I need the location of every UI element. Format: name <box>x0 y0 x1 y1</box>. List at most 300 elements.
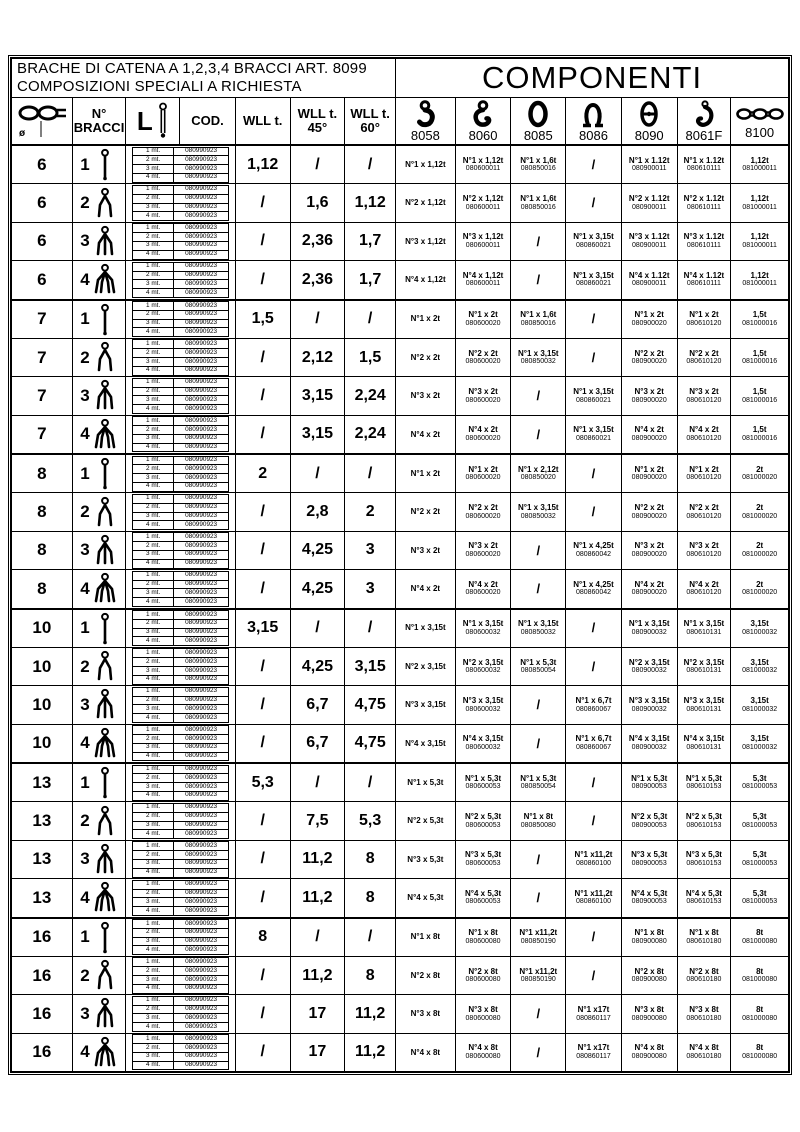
length-row <box>133 302 229 311</box>
length-row <box>133 880 229 889</box>
component-qty: N°1 x 8t <box>523 812 553 822</box>
component-cod: 081000020 <box>742 474 778 482</box>
component-8058-cell <box>396 802 456 839</box>
component-8086-cell <box>566 377 622 414</box>
component-cod: 080900032 <box>631 667 667 675</box>
bracci-cell <box>73 725 127 762</box>
length-value: 4 mt. <box>133 559 174 568</box>
wll45-value: 4,25 <box>291 532 346 569</box>
component-8058-cell <box>396 261 456 298</box>
component-qty: N°1 x 8t <box>634 928 664 938</box>
table-row <box>12 686 788 724</box>
length-value: 1 mt. <box>133 533 174 542</box>
cod-value: 080990923 <box>174 443 229 452</box>
component-8058-header: 8058 <box>396 98 456 144</box>
cod-value: 080990923 <box>174 1035 229 1044</box>
chain-sling-table <box>10 57 790 1073</box>
component-qty: 3,15t <box>750 619 769 629</box>
length-row <box>133 735 229 744</box>
component-cod: 080900020 <box>631 474 667 482</box>
length-row <box>133 598 229 607</box>
length-row <box>133 203 229 212</box>
wll-value: 3,15 <box>236 610 291 647</box>
component-8085-cell <box>511 455 566 492</box>
component-qty: N°3 x 5,3t <box>685 850 722 860</box>
length-value: 2 mt. <box>133 156 174 165</box>
length-cod-table <box>132 610 229 646</box>
diameter-value: 13 <box>12 802 73 839</box>
length-cod-table <box>132 147 229 183</box>
length-row <box>133 967 229 976</box>
length-row <box>133 958 229 967</box>
component-8060-cell <box>456 261 512 298</box>
component-cod: 080900032 <box>631 628 667 636</box>
component-cod: 080600032 <box>465 667 501 675</box>
wll-value: / <box>236 995 291 1032</box>
wll45-value: 3,15 <box>291 416 346 453</box>
length-row <box>133 589 229 598</box>
cod-value: 080990923 <box>174 880 229 889</box>
cod-value: 080990923 <box>174 649 229 658</box>
cod-value: 080990923 <box>174 946 229 955</box>
diameter-value: 7 <box>12 416 73 453</box>
wll-value: / <box>236 879 291 916</box>
cod-value: 080990923 <box>174 156 229 165</box>
bracci-count: 2 <box>80 347 90 367</box>
component-8060-cell <box>456 223 512 260</box>
wll-value: / <box>236 686 291 723</box>
component-qty: N°1 x 3,15t <box>573 425 614 435</box>
component-qty: N°1 x 1,6t <box>520 310 557 320</box>
component-cod: 080860021 <box>575 434 612 442</box>
length-row <box>133 765 229 774</box>
diameter-value: 16 <box>12 919 73 956</box>
cod-value: 080990923 <box>174 1014 229 1023</box>
component-8060-cell <box>456 493 512 530</box>
component-cod: 080900020 <box>631 434 667 442</box>
length-cod-cell <box>126 648 235 685</box>
component-8058-cell <box>396 879 456 916</box>
component-cod: 080610153 <box>686 821 722 829</box>
cod-value: 080990923 <box>174 791 229 800</box>
sling-icon-1-leg <box>92 303 118 336</box>
bracci-count: 4 <box>80 424 90 444</box>
length-row <box>133 868 229 877</box>
eye-hook-icon <box>412 100 438 128</box>
component-qty: N°1 x 1.12t <box>628 155 670 165</box>
component-cod: 080610180 <box>686 937 722 945</box>
component-qty: N°1 x 3,15t <box>518 619 559 629</box>
table-row <box>12 725 788 763</box>
wll60-value: 2 <box>345 493 396 530</box>
length-row <box>133 812 229 821</box>
component-qty: N°3 x 2t <box>689 386 719 396</box>
length-row <box>133 443 229 452</box>
component-qty: N°2 x 8t <box>634 966 664 976</box>
sling-icon-3-leg <box>92 379 118 412</box>
table-row <box>12 609 788 648</box>
length-row <box>133 821 229 830</box>
length-cod-table <box>132 880 229 916</box>
length-row <box>133 937 229 946</box>
component-qty: N°3 x 2t <box>634 386 664 396</box>
length-value: 2 mt. <box>133 812 174 821</box>
length-cod-cell <box>126 261 235 298</box>
wll45-value: 2,36 <box>291 261 346 298</box>
length-value: 3 mt. <box>133 937 174 946</box>
length-value: 1 mt. <box>133 417 174 426</box>
component-qty: 1,12t <box>750 155 769 165</box>
cod-value: 080990923 <box>174 173 229 182</box>
component-cod: 080600053 <box>465 783 501 791</box>
component-qty: N°1 x 2,12t <box>518 464 559 474</box>
length-row <box>133 791 229 800</box>
cod-value: 080990923 <box>174 262 229 271</box>
component-8090-cell <box>622 570 678 607</box>
componenti-header: COMPONENTI <box>481 60 703 95</box>
component-qty: N°4 x 2t <box>634 425 664 435</box>
component-8100-cell <box>731 764 788 801</box>
component-8058-cell <box>396 570 456 607</box>
component-8061F-cell <box>678 377 732 414</box>
diameter-symbol: ø <box>19 128 26 139</box>
wll60-column-header: WLL t. 60° <box>345 98 396 144</box>
length-row <box>133 687 229 696</box>
length-cod-table <box>132 1034 229 1070</box>
component-cod: 080600020 <box>465 512 501 520</box>
component-8086-cell <box>566 223 622 260</box>
component-qty: 2t <box>756 464 764 474</box>
cod-value: 080990923 <box>174 1061 229 1070</box>
diameter-value: 10 <box>12 686 73 723</box>
component-8090-cell <box>622 610 678 647</box>
component-qty: N°2 x 8t <box>410 970 441 980</box>
component-8085-cell: / <box>511 416 566 453</box>
component-qty: N°2 x 8t <box>689 966 719 976</box>
component-8085-cell <box>511 919 566 956</box>
length-value: 4 mt. <box>133 984 174 993</box>
component-8061F-cell <box>678 532 732 569</box>
component-8061F-cell <box>678 610 732 647</box>
component-8086-cell: / <box>566 957 622 994</box>
length-row <box>133 830 229 839</box>
table-body <box>12 146 788 1071</box>
component-qty: N°4 x 8t <box>634 1043 664 1053</box>
wll60-value: 11,2 <box>345 1034 396 1071</box>
cod-value: 080990923 <box>174 898 229 907</box>
cod-value: 080990923 <box>174 774 229 783</box>
length-cod-cell <box>126 725 235 762</box>
component-qty: N°3 x 5,3t <box>407 854 444 864</box>
bracci-cell <box>73 146 127 183</box>
component-qty: N°2 x 1.12t <box>628 194 670 204</box>
wll-value: / <box>236 1034 291 1071</box>
wll60-value: 8 <box>345 957 396 994</box>
sling-icon-1-leg <box>92 766 118 799</box>
length-value: 2 mt. <box>133 271 174 280</box>
component-qty: N°4 x 2t <box>468 425 498 435</box>
component-cod: 081000032 <box>742 743 778 751</box>
diameter-value: 8 <box>12 570 73 607</box>
component-cod: 080600053 <box>465 821 501 829</box>
wll45-value: / <box>291 610 346 647</box>
component-8060-cell <box>456 995 512 1032</box>
cod-value: 080990923 <box>174 426 229 435</box>
component-8100-cell <box>731 184 788 221</box>
wll60-value: 3 <box>345 570 396 607</box>
table-row <box>12 879 788 917</box>
cod-value: 080990923 <box>174 830 229 839</box>
component-8060-cell <box>456 764 512 801</box>
length-value: 1 mt. <box>133 765 174 774</box>
length-row <box>133 889 229 898</box>
sling-icon-3-leg <box>92 843 118 876</box>
cod-value: 080990923 <box>174 340 229 349</box>
component-qty: N°4 x 1,12t <box>462 270 504 280</box>
length-value: 3 mt. <box>133 898 174 907</box>
sling-icon-2-leg <box>92 650 118 683</box>
length-value: 2 mt. <box>133 735 174 744</box>
length-cod-table <box>132 687 229 723</box>
component-qty: N°4 x 3,15t <box>462 734 504 744</box>
bracci-cell <box>73 455 127 492</box>
bracci-count: 3 <box>80 385 90 405</box>
length-row <box>133 842 229 851</box>
cod-value: 080990923 <box>174 533 229 542</box>
component-8061F-cell <box>678 339 732 376</box>
component-8058-cell <box>396 455 456 492</box>
component-8090-cell <box>622 455 678 492</box>
length-row <box>133 898 229 907</box>
component-qty: N°3 x 3,15t <box>405 700 446 710</box>
component-8090-cell <box>622 841 678 878</box>
cod-value: 080990923 <box>174 842 229 851</box>
component-qty: N°3 x 1.12t <box>683 232 725 242</box>
cod-value: 080990923 <box>174 474 229 483</box>
component-cod: 080610153 <box>686 860 722 868</box>
component-qty: N°1 x 2t <box>410 314 441 324</box>
component-8085-cell: / <box>511 570 566 607</box>
component-qty: N°2 x 2t <box>689 348 719 358</box>
cod-column-header: COD. <box>180 98 236 144</box>
component-cod: 080900053 <box>631 783 667 791</box>
component-qty: 1,12t <box>750 194 769 204</box>
table-row <box>12 300 788 339</box>
table-row <box>12 532 788 570</box>
length-value: 2 mt. <box>133 1044 174 1053</box>
oval-link-icon <box>525 100 551 128</box>
component-8086-cell: / <box>566 339 622 376</box>
component-8061F-cell <box>678 957 732 994</box>
length-cod-table <box>132 262 229 298</box>
bracci-cell <box>73 377 127 414</box>
component-8086-cell: / <box>566 455 622 492</box>
table-row <box>12 146 788 184</box>
component-qty: N°1 x 6,7t <box>575 695 612 705</box>
wll45-value: 4,25 <box>291 648 346 685</box>
component-qty: N°1 x 1,12t <box>462 155 504 165</box>
component-8058-cell <box>396 686 456 723</box>
component-qty: N°1 x 5,3t <box>407 777 444 787</box>
length-row <box>133 503 229 512</box>
component-8061F-cell <box>678 725 732 762</box>
diameter-value: 16 <box>12 957 73 994</box>
component-8085-cell: / <box>511 841 566 878</box>
component-cod: 080850190 <box>520 937 556 945</box>
length-value: 1 mt. <box>133 880 174 889</box>
wll45-value: 4,25 <box>291 570 346 607</box>
cod-value: 080990923 <box>174 396 229 405</box>
length-row <box>133 946 229 955</box>
bracci-count: 1 <box>80 154 90 174</box>
component-qty: N°1 x 5,3t <box>631 773 668 783</box>
component-qty: N°3 x 5,3t <box>465 850 502 860</box>
length-cod-cell <box>126 764 235 801</box>
component-8100-cell <box>731 339 788 376</box>
component-8100-cell <box>731 648 788 685</box>
component-qty: N°1 x 1,6t <box>520 155 557 165</box>
component-cod: 080610120 <box>686 434 722 442</box>
component-cod: 080860067 <box>575 743 612 751</box>
wll60-value: 2,24 <box>345 377 396 414</box>
length-value: 1 mt. <box>133 687 174 696</box>
bracci-cell <box>73 532 127 569</box>
component-qty: N°1 x 3,15t <box>462 619 504 629</box>
length-cod-table <box>132 456 229 492</box>
length-cod-cell <box>126 493 235 530</box>
sling-icon-4-leg <box>92 263 118 296</box>
component-8086-cell <box>566 416 622 453</box>
component-8085-cell <box>511 493 566 530</box>
cod-value: 080990923 <box>174 765 229 774</box>
bracci-count: 4 <box>80 578 90 598</box>
wll45-value: 11,2 <box>291 957 346 994</box>
component-qty: N°4 x 5,3t <box>407 893 444 903</box>
component-qty: N°1 x11,2t <box>574 888 613 898</box>
component-cod: 080600020 <box>465 589 501 597</box>
component-qty: 2t <box>756 503 764 513</box>
diameter-value: 8 <box>12 532 73 569</box>
component-8090-cell <box>622 802 678 839</box>
bracci-count: 1 <box>80 927 90 947</box>
component-cod: 080850032 <box>520 512 556 520</box>
component-qty: N°3 x 1.12t <box>628 232 670 242</box>
length-row <box>133 512 229 521</box>
component-qty: N°4 x 2t <box>410 429 441 439</box>
component-cod: 080600080 <box>465 976 501 984</box>
sling-icon-2-leg <box>92 187 118 220</box>
component-8086-cell: / <box>566 648 622 685</box>
length-value: 3 mt. <box>133 474 174 483</box>
component-8085-cell: / <box>511 532 566 569</box>
component-cod: 080900020 <box>631 358 667 366</box>
component-qty: 5,3t <box>752 773 767 783</box>
length-value: 1 mt. <box>133 803 174 812</box>
component-cod: 081000020 <box>742 551 778 559</box>
cod-value: 080990923 <box>174 456 229 465</box>
cod-value: 080990923 <box>174 687 229 696</box>
bracci-count: 4 <box>80 887 90 907</box>
length-value: 1 mt. <box>133 302 174 311</box>
component-cod: 080900020 <box>631 319 667 327</box>
component-qty: N°4 x 5,3t <box>685 888 722 898</box>
length-row <box>133 396 229 405</box>
wll45-value: 2,12 <box>291 339 346 376</box>
component-8058-cell <box>396 610 456 647</box>
l-sling-icon <box>157 102 169 140</box>
component-qty: N°3 x 8t <box>634 1004 664 1014</box>
length-value: 4 mt. <box>133 830 174 839</box>
component-8100-cell <box>731 841 788 878</box>
bracci-count: 3 <box>80 849 90 869</box>
bracci-count: 2 <box>80 656 90 676</box>
component-8100-cell <box>731 879 788 916</box>
diameter-value: 13 <box>12 764 73 801</box>
component-8100-cell <box>731 919 788 956</box>
length-cod-table <box>132 957 229 993</box>
length-column-header: L <box>126 98 180 144</box>
wll60-value: 8 <box>345 841 396 878</box>
bracci-cell <box>73 841 127 878</box>
length-cod-cell <box>126 610 235 647</box>
component-qty: N°2 x 2t <box>634 503 664 513</box>
component-8100-cell <box>731 532 788 569</box>
component-qty: 5,3t <box>752 812 767 822</box>
cod-value: 080990923 <box>174 851 229 860</box>
wll60-value: / <box>345 146 396 183</box>
length-cod-table <box>132 301 229 337</box>
component-cod: 080860100 <box>575 860 612 868</box>
component-8060-cell <box>456 1034 512 1071</box>
connecting-link-icon <box>636 100 662 128</box>
component-cod: 080600011 <box>465 280 501 288</box>
component-qty: N°1 x11,2t <box>574 850 613 860</box>
bracci-cell <box>73 764 127 801</box>
length-value: 1 mt. <box>133 1035 174 1044</box>
length-row <box>133 417 229 426</box>
component-cod: 080850020 <box>520 474 556 482</box>
component-8061F-cell <box>678 879 732 916</box>
wll45-value: 7,5 <box>291 802 346 839</box>
length-value: 1 mt. <box>133 958 174 967</box>
cod-value: 080990923 <box>174 803 229 812</box>
component-cod: 080900053 <box>631 860 667 868</box>
table-row <box>12 223 788 261</box>
component-qty: N°1 x 3,15t <box>405 623 446 633</box>
length-value: 1 mt. <box>133 996 174 1005</box>
diameter-value: 8 <box>12 493 73 530</box>
component-8100-cell <box>731 301 788 338</box>
wll60-value: 4,75 <box>345 686 396 723</box>
length-value: 3 mt. <box>133 743 174 752</box>
component-8058-cell <box>396 995 456 1032</box>
component-8060-cell <box>456 919 512 956</box>
component-cod: 080900080 <box>631 1014 667 1022</box>
component-qty: N°1 x 5,3t <box>520 773 557 783</box>
diameter-value: 8 <box>12 455 73 492</box>
component-qty: N°2 x 2t <box>410 507 441 517</box>
length-row <box>133 233 229 242</box>
component-8086-cell <box>566 995 622 1032</box>
length-value: 4 mt. <box>133 405 174 414</box>
length-row <box>133 319 229 328</box>
component-cod: 080860067 <box>575 705 612 713</box>
length-row <box>133 851 229 860</box>
wll60-value: 8 <box>345 879 396 916</box>
length-row <box>133 1052 229 1061</box>
component-cod: 080850016 <box>520 319 556 327</box>
length-value: 2 mt. <box>133 928 174 937</box>
